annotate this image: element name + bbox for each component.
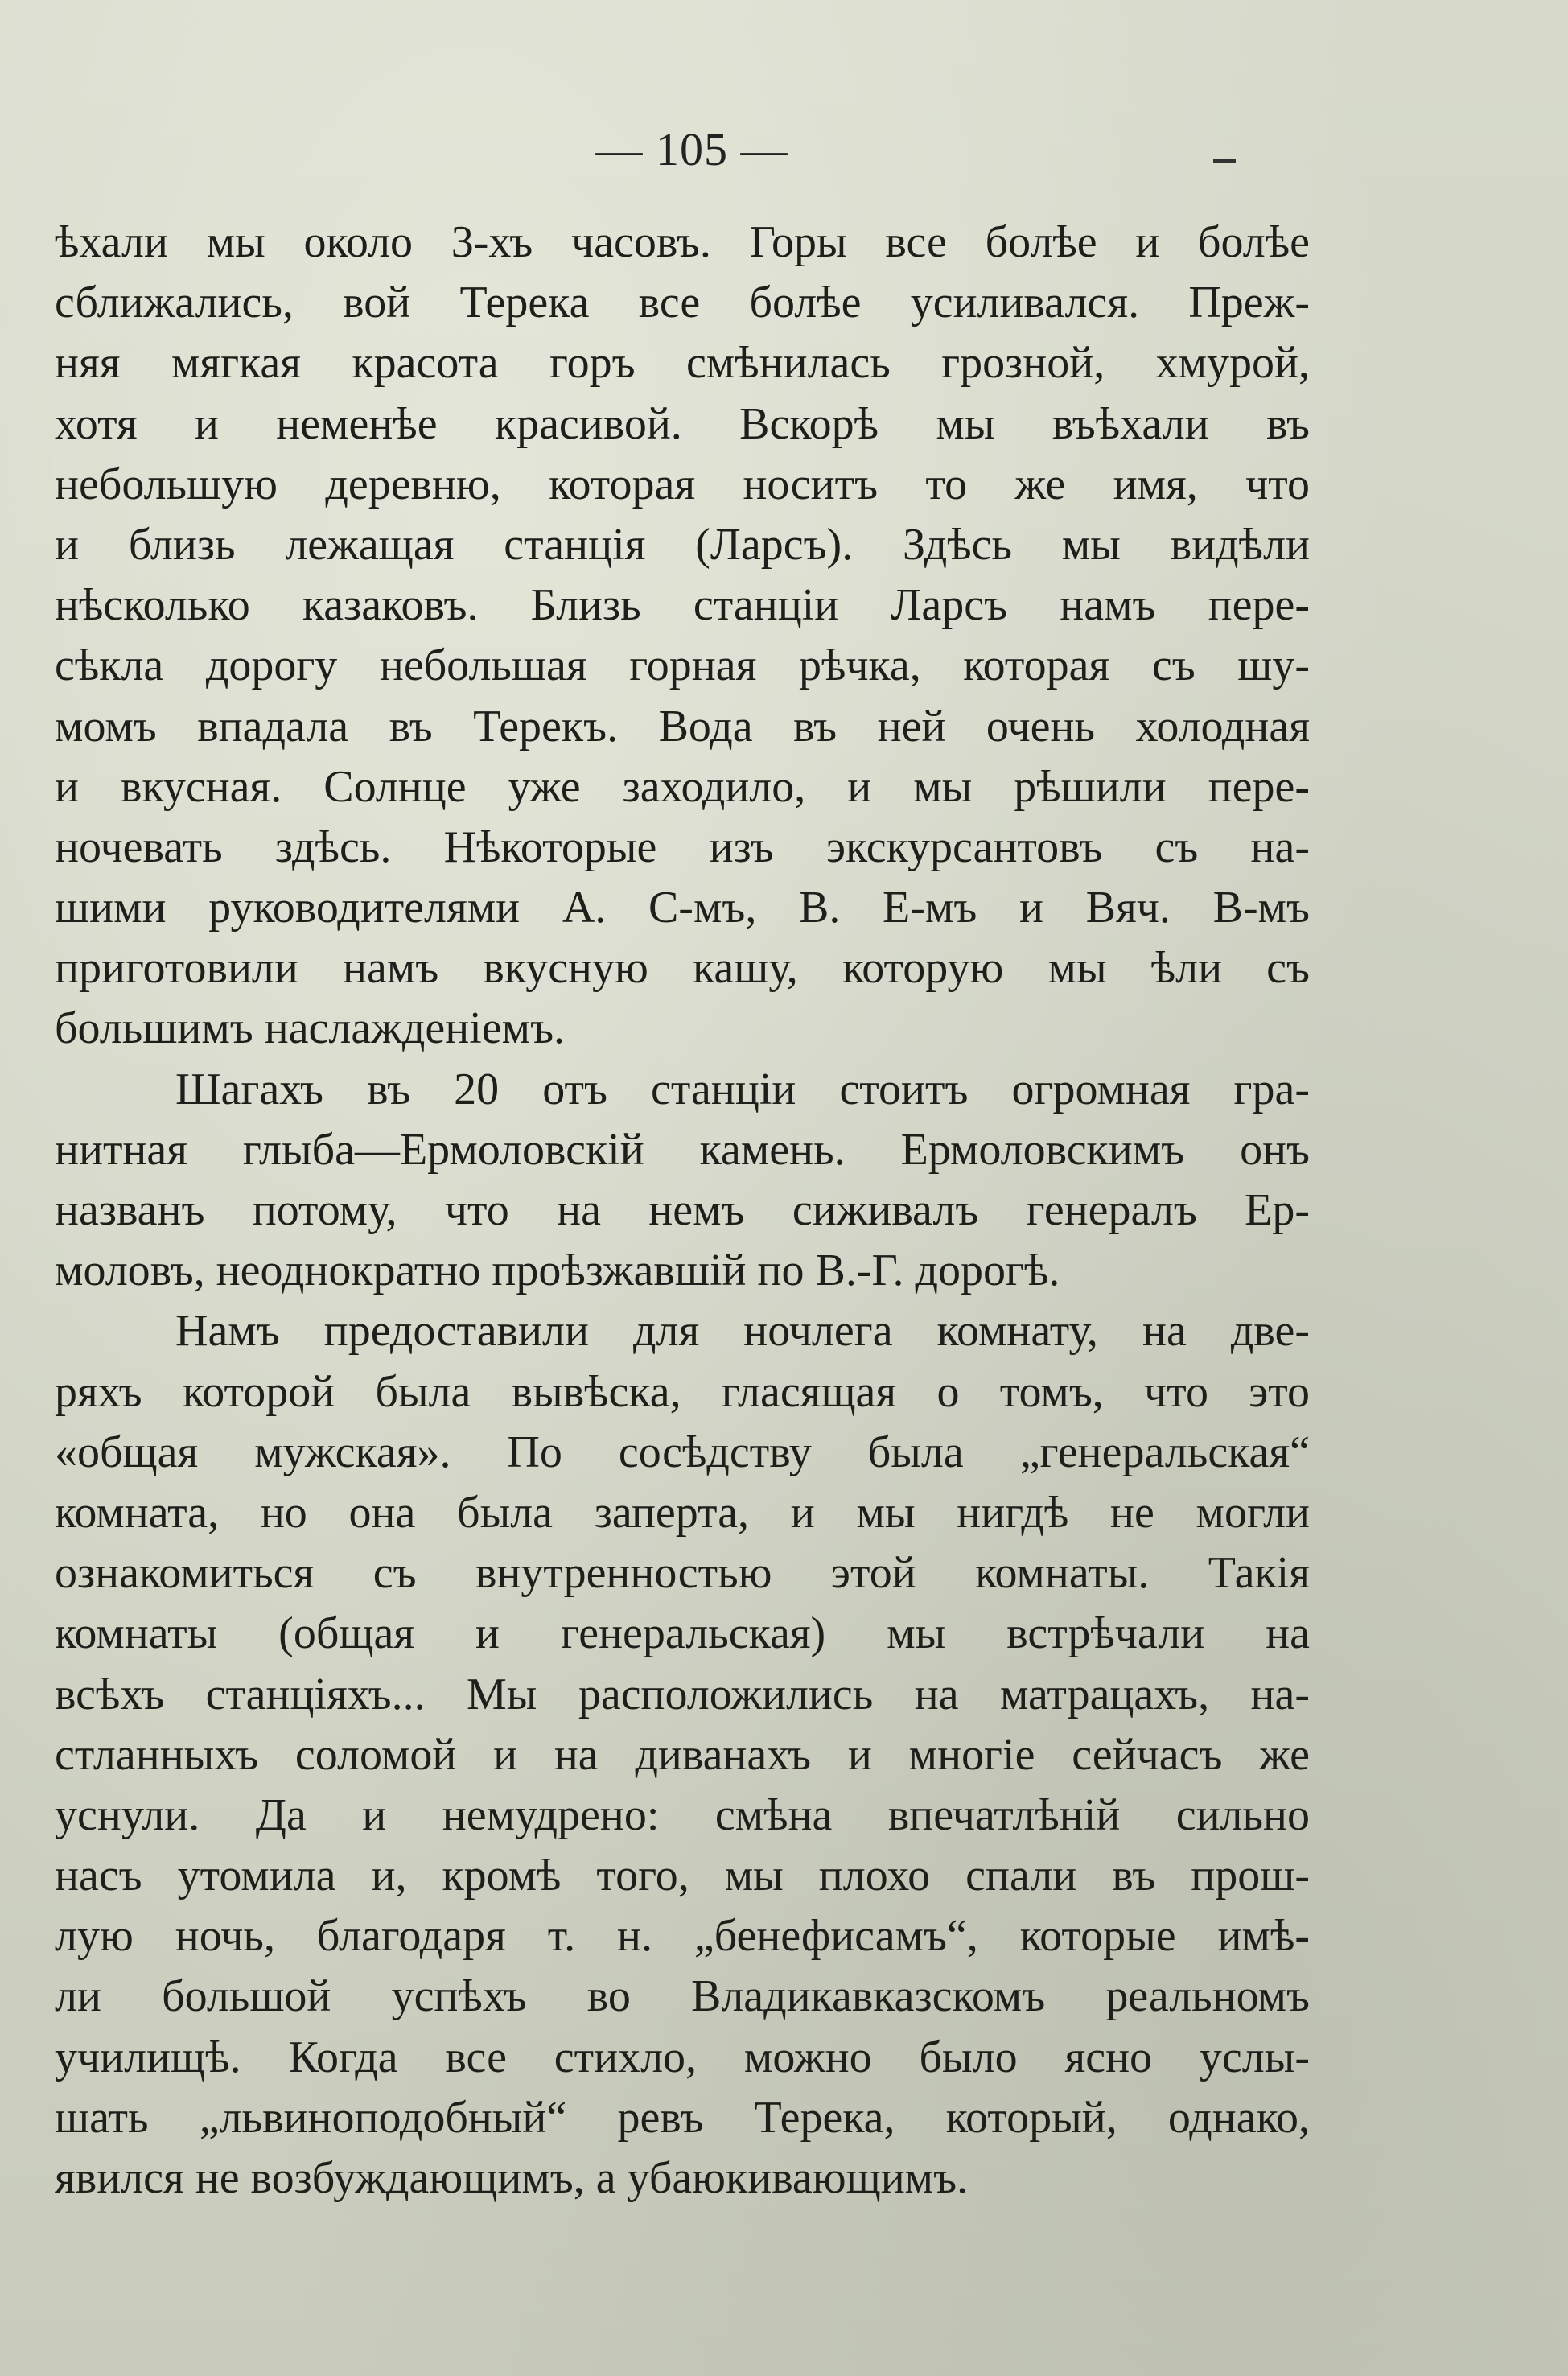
paragraph: [55, 1301, 1310, 2209]
text-line: нитная глыба—Ермоловскій камень. Ермоловскимъ онъ: [55, 1124, 1310, 1175]
text-line: и близь лежащая станція (Ларсъ). Здѣсь мы видѣли: [55, 519, 1310, 570]
text-line: училищѣ. Когда все стихло, можно было ясно услы-: [55, 2032, 1310, 2082]
text-line: комната, но она была заперта, и мы нигдѣ не могли: [55, 1487, 1310, 1538]
text-line: приготовили намъ вкусную кашу, которую мы ѣли съ: [55, 943, 1310, 994]
text-line: ѣхали мы около 3-хъ часовъ. Горы все болѣе и болѣе: [55, 217, 1310, 267]
text-line: ночевать здѣсь. Нѣкоторые изъ экскурсантовъ съ на-: [55, 822, 1310, 872]
text-line: ознакомиться съ внутренностью этой комнаты. Такія: [55, 1548, 1310, 1599]
text-line: явился не возбуждающимъ, а убаюкивающимъ.: [55, 2153, 969, 2203]
text-line: всѣхъ станціяхъ... Мы расположились на матрацахъ, на-: [55, 1669, 1310, 1719]
paragraph: [55, 212, 1310, 1060]
text-line: насъ утомила и, кромѣ того, мы плохо спали въ прош-: [55, 1851, 1310, 1901]
text-line: уснули. Да и немудрено: смѣна впечатлѣній сильно: [55, 1789, 1310, 1840]
text-line: и вкусная. Солнце уже заходило, и мы рѣшили пере-: [55, 761, 1310, 812]
text-line: сѣкла дорогу небольшая горная рѣчка, которая съ шу-: [55, 640, 1310, 691]
print-mark: [1213, 159, 1236, 163]
text-line: «общая мужская». По сосѣдству была „генеральская“: [55, 1427, 1310, 1477]
text-line: хотя и неменѣе красивой. Вскорѣ мы въѣхали въ: [55, 398, 1310, 449]
text-line: сближались, вой Терека все болѣе усиливался. Преж-: [55, 278, 1310, 328]
text-line: момъ впадала въ Терекъ. Вода въ ней очень холодная: [55, 701, 1310, 752]
text-line: Намъ предоставили для ночлега комнату, на две-: [175, 1306, 1310, 1357]
text-line: нѣсколько казаковъ. Близь станціи Ларсъ намъ пере-: [55, 580, 1310, 631]
page-number: — 105 —: [595, 123, 788, 175]
text-line: названъ потому, что на немъ сиживалъ генералъ Ер-: [55, 1185, 1310, 1235]
text-line: шать „львиноподобный“ ревъ Терека, который, однако,: [55, 2092, 1310, 2143]
paragraph: [55, 1060, 1310, 1302]
text-line: няя мягкая красота горъ смѣнилась грозной, хмурой,: [55, 338, 1310, 389]
text-line: моловъ, неоднократно проѣзжавшій по В.-Г. дорогѣ.: [55, 1246, 1060, 1296]
text-line: ли большой успѣхъ во Владикавказскомъ реальномъ: [55, 1971, 1310, 2022]
text-line: стланныхъ соломой и на диванахъ и многіе сейчасъ же: [55, 1729, 1310, 1780]
text-line: большимъ наслажденіемъ.: [55, 1003, 566, 1054]
text-line: небольшую деревню, которая носитъ то же имя, что: [55, 459, 1310, 509]
text-line: комнаты (общая и генеральская) мы встрѣчали на: [55, 1608, 1310, 1659]
text-line: Шагахъ въ 20 отъ станціи стоитъ огромная гра-: [175, 1064, 1310, 1114]
text-line: шими руководителями А. С-мъ, В. Е-мъ и Вяч. В-мъ: [55, 883, 1310, 933]
text-line: ряхъ которой была вывѣска, гласящая о томъ, что это: [55, 1366, 1310, 1417]
body-text: [55, 212, 1310, 2209]
text-line: лую ночь, благодаря т. н. „бенефисамъ“, которые имѣ-: [55, 1911, 1310, 1962]
